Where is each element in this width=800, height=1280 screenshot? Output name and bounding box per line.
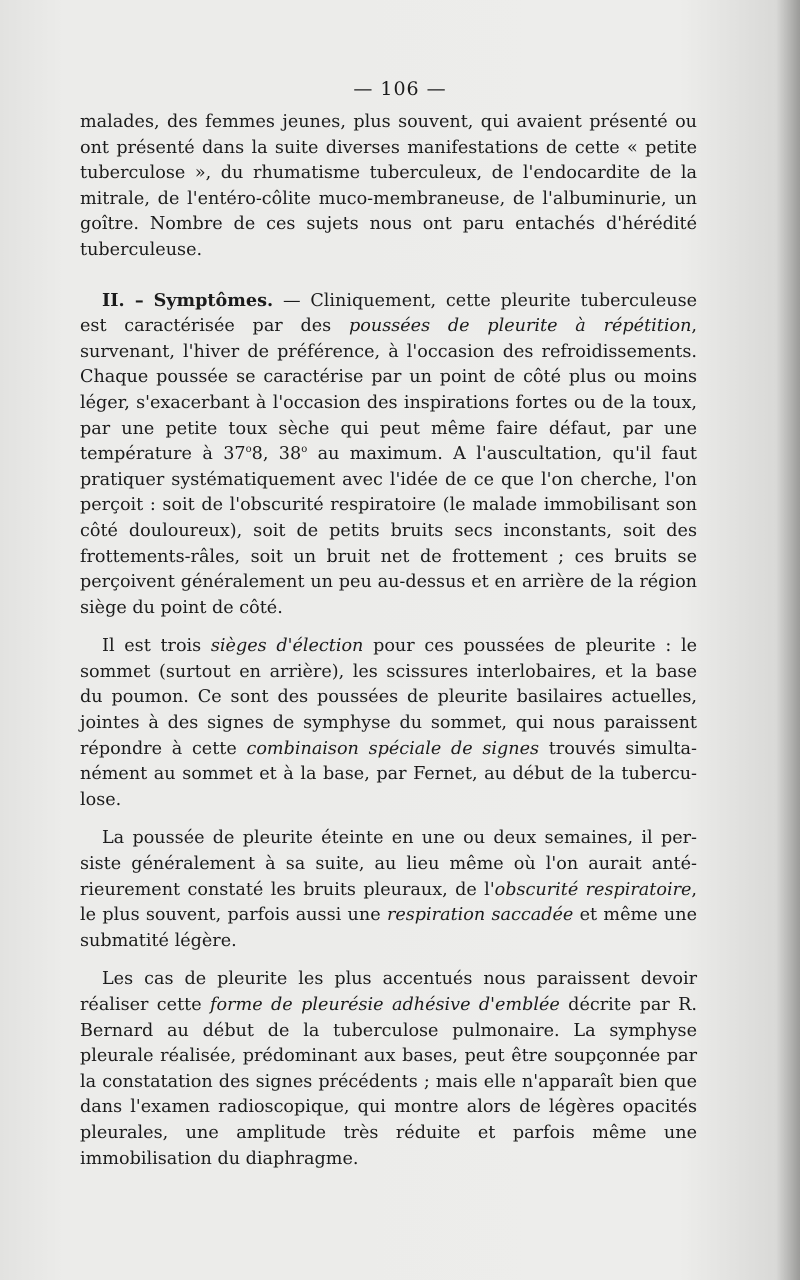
italic-phrase: poussées de pleurite à répétition: [349, 316, 692, 337]
text-run: , le plus souvent, parfois aussi une: [80, 879, 697, 926]
section-number: II. –: [102, 289, 144, 311]
paragraph-symptomes: [80, 288, 697, 622]
text-run: La poussée de pleurite éteinte en une ou deux semaines, il persiste généralement à sa suite, au lieu même où l'on aurait antérieurement constaté les bruits pleuraux, de l': [80, 828, 697, 900]
italic-phrase: obscurité respiratoire: [494, 879, 692, 900]
italic-phrase: forme de pleurésie adhésive d'emblée: [210, 995, 560, 1015]
paragraph-5: [80, 967, 697, 1172]
text-run: et même une submatité légère.: [80, 905, 697, 951]
text-run: trouvés simultanément au sommet et à la base, par Fernet, au début de la tuberculose.: [80, 738, 697, 810]
text-run: Les cas de pleurite les plus accentués nous paraissent devoir réaliser cette: [80, 969, 697, 1015]
paragraph-1: malades, des femmes jeunes, plus souvent, qui avaient présenté ou ont présenté dans la suite diverses manifestations de cette « petite tuberculose », du rhumatisme tuberculeux, de l'endocardite de la mitrale, de l'entéro-côlite muco-membraneuse, de l'albuminurie, un goître. Nombre de ces sujets nous ont paru entachés d'hérédité tuberculeuse.: [80, 112, 697, 260]
page-number: — 106 —: [353, 78, 447, 100]
text-run: 8, 38: [251, 444, 302, 465]
degree-mark: o: [245, 444, 252, 456]
text-run: — Cliniquement, cette pleurite tuberculeuse est caractérisée par des: [80, 290, 698, 337]
text-run: Il est trois: [102, 636, 211, 657]
italic-phrase: respiration saccadée: [386, 905, 574, 926]
paragraph-3: [80, 634, 697, 813]
text-run: pour ces poussées de pleurite : le sommet (surtout en arrière), les scissures interlobaires, et la base du poumon. Ce sont des poussées de pleurite basilaires actuelles, jointes à des signes de symphyse du sommet, qui nous paraissent répondre à cette: [80, 636, 697, 759]
text-run: décrite par R. Bernard au début de la tuberculose pulmonaire. La symphyse pleurale réalisée, prédominant aux bases, peut être soupçonnée par la constatation des signes précédents ; mais elle n'apparaît bien que dans l'examen radioscopique, qui montre alors de légères opacités pleurales, une amplitude très réduite et parfois même une immobilisation du diaphragme.: [80, 995, 698, 1169]
degree-mark: o: [301, 444, 308, 456]
text-run: au maximum. A l'auscultation, qu'il faut pratiquer systématiquement avec l'idée de ce que l'on cherche, l'on perçoit : soit de l'obscurité respiratoire (le malade immobilisant son côté douloureux), soit de petits bruits secs inconstants, soit des frottements-râles, soit un bruit net de frottement ; ces bruits se perçoivent généralement un peu au-dessus et en arrière de la région siège du point de côté.: [80, 444, 697, 618]
text-run: , survenant, l'hiver de préférence, à l'occasion des refroidissements. Chaque poussée se caractérise par un point de côté plus ou moins léger, s'exacerbant à l'occasion des inspirations fortes ou de la toux, par une petite toux sèche qui peut même faire défaut, par une température à 37: [80, 316, 697, 465]
italic-phrase: combinaison spéciale de signes: [246, 738, 540, 759]
body-text: [80, 110, 697, 1172]
section-heading: Symptômes.: [153, 289, 274, 311]
italic-phrase: sièges d'élection: [210, 636, 364, 657]
paragraph-4: [80, 826, 697, 954]
